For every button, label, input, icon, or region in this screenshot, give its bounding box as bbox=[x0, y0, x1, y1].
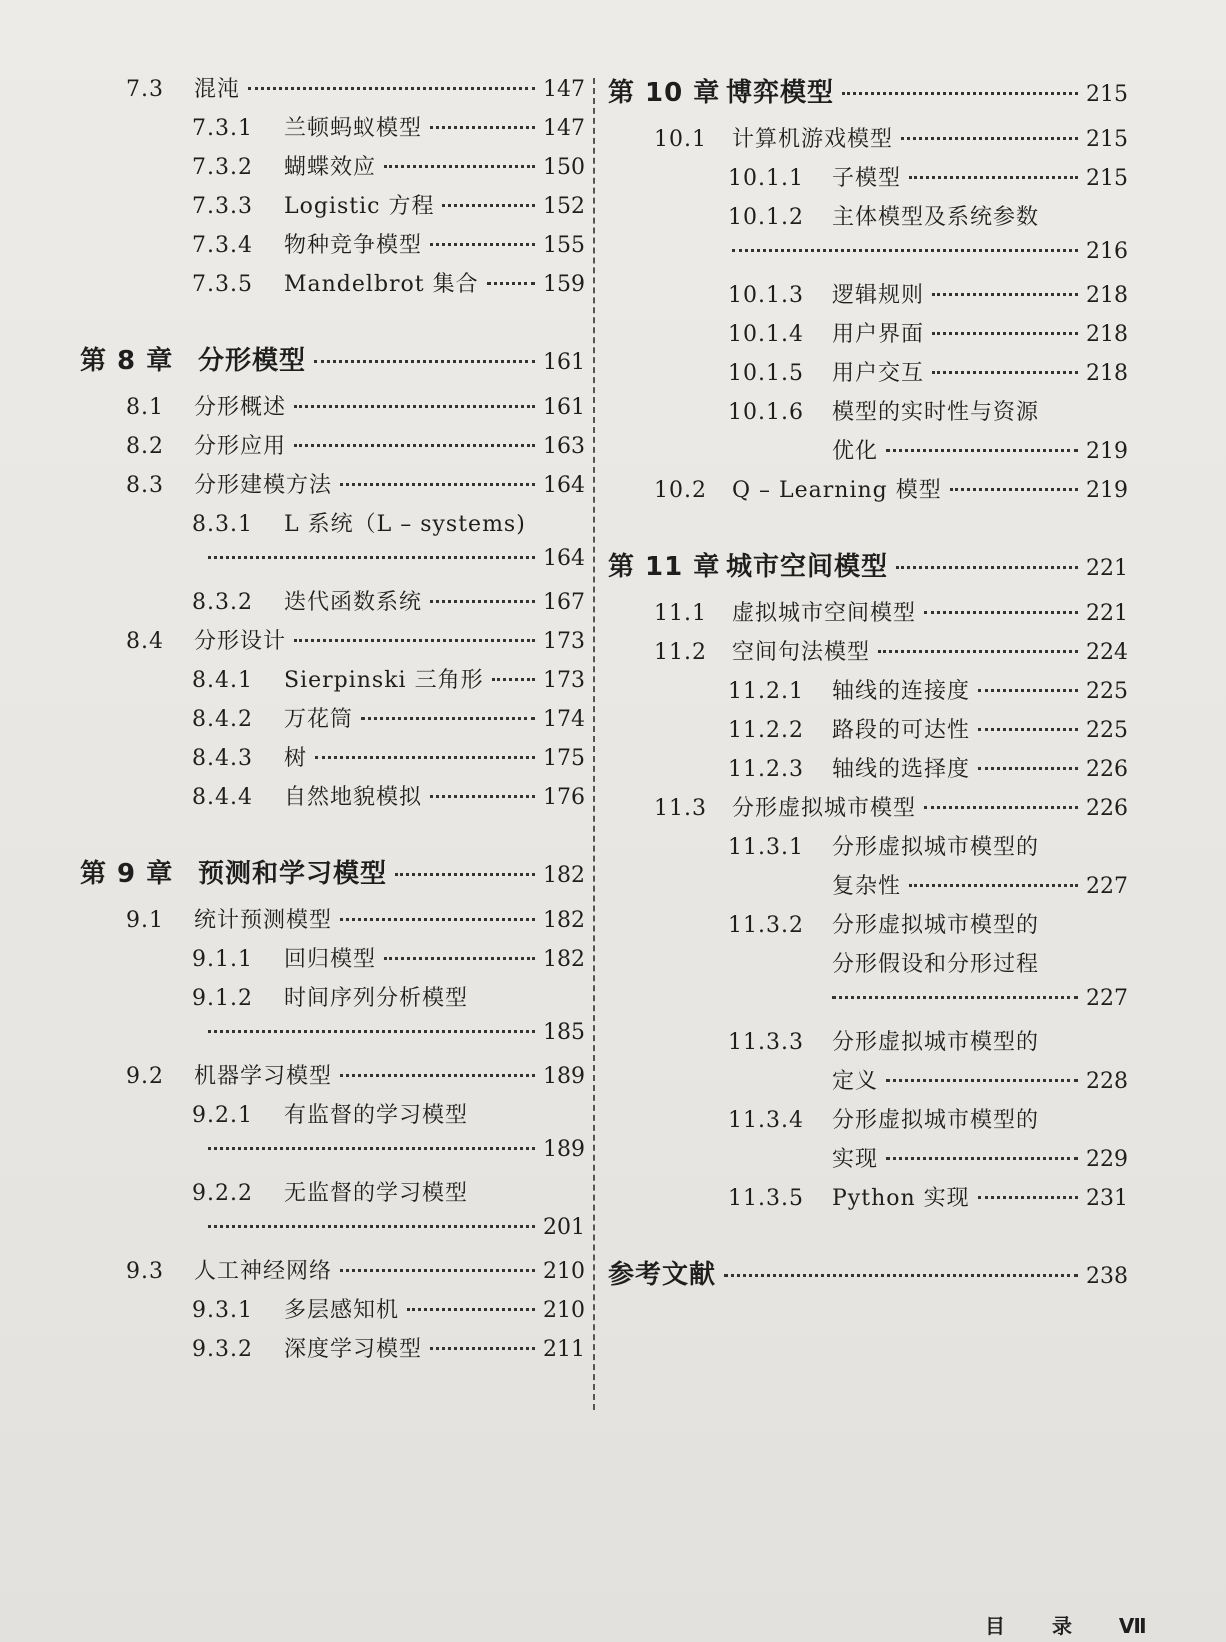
toc-page-number: 226 bbox=[1086, 757, 1128, 782]
toc-entry-row bbox=[608, 200, 1128, 239]
toc-entry-title: 时间序列分析模型 bbox=[284, 986, 469, 1011]
toc-page-number: 218 bbox=[1086, 322, 1128, 347]
toc-entry-number: 8.2 bbox=[126, 434, 164, 459]
dot-leader bbox=[924, 806, 1078, 809]
toc-entry-row bbox=[608, 1064, 1128, 1103]
toc-entry-number: 10.1.1 bbox=[728, 166, 804, 191]
toc-spacer bbox=[80, 819, 585, 853]
toc-entry-number: 7.3.5 bbox=[192, 272, 253, 297]
dot-leader bbox=[294, 639, 535, 642]
toc-entry-title: 分形假设和分形过程 bbox=[832, 952, 1040, 977]
toc-page-number: 155 bbox=[543, 233, 585, 258]
toc-entry-title: 子模型 bbox=[832, 166, 902, 191]
toc-entry-title: 物种竞争模型 bbox=[284, 233, 423, 258]
dot-leader bbox=[430, 243, 535, 246]
toc-page-number: 221 bbox=[1086, 601, 1128, 626]
toc-page-number: 229 bbox=[1086, 1147, 1128, 1172]
dot-leader bbox=[886, 1157, 1078, 1160]
toc-entry-row bbox=[608, 395, 1128, 434]
toc-page-number: 218 bbox=[1086, 283, 1128, 308]
toc-page-number: 147 bbox=[543, 77, 585, 102]
toc-page-number: 216 bbox=[1086, 239, 1128, 264]
toc-entry-number: 7.3.3 bbox=[192, 194, 253, 219]
toc-page-number: 147 bbox=[543, 116, 585, 141]
toc-page-number: 221 bbox=[1086, 556, 1128, 581]
toc-page-number: 226 bbox=[1086, 796, 1128, 821]
toc-page-number: 227 bbox=[1086, 874, 1128, 899]
toc-entry-number: 第 10 章 bbox=[608, 78, 721, 108]
toc-page-number: 163 bbox=[543, 434, 585, 459]
toc-entry-title: Logistic 方程 bbox=[284, 194, 435, 219]
dot-leader bbox=[340, 1074, 535, 1077]
toc-entry-row bbox=[80, 1098, 585, 1137]
toc-entry-title: 预测和学习模型 bbox=[198, 859, 388, 889]
toc-entry-title: 树 bbox=[284, 746, 308, 771]
dot-leader bbox=[248, 87, 535, 90]
toc-page-number: 225 bbox=[1086, 718, 1128, 743]
toc-entry-row bbox=[80, 624, 585, 663]
dot-leader bbox=[442, 204, 535, 207]
dot-leader bbox=[407, 1308, 535, 1311]
toc-entry-number: 9.1.1 bbox=[192, 947, 253, 972]
toc-page-number: 182 bbox=[543, 863, 585, 888]
toc-chapter-row bbox=[80, 340, 585, 390]
toc-chapter-row bbox=[608, 546, 1128, 596]
toc-entry-row bbox=[608, 317, 1128, 356]
toc-page-number: 150 bbox=[543, 155, 585, 180]
toc-entry-row bbox=[80, 1059, 585, 1098]
toc-entry-number: 9.1 bbox=[126, 908, 164, 933]
toc-page-number: 182 bbox=[543, 947, 585, 972]
toc-page-number: 215 bbox=[1086, 127, 1128, 152]
toc-entry-row bbox=[80, 546, 585, 585]
dot-leader bbox=[430, 795, 535, 798]
toc-entry-title: 空间句法模型 bbox=[732, 640, 871, 665]
toc-entry-row bbox=[608, 1181, 1128, 1220]
toc-entry-title: 逻辑规则 bbox=[832, 283, 925, 308]
toc-entry-number: 11.2.1 bbox=[728, 679, 804, 704]
toc-entry-title: 分形建模方法 bbox=[194, 473, 333, 498]
toc-entry-row bbox=[80, 981, 585, 1020]
dot-leader bbox=[430, 600, 535, 603]
dot-leader bbox=[932, 332, 1078, 335]
toc-entry-number: 第 11 章 bbox=[608, 552, 721, 582]
toc-entry-row bbox=[80, 267, 585, 306]
toc-entry-title: 深度学习模型 bbox=[284, 1337, 423, 1362]
toc-entry-title: 复杂性 bbox=[832, 874, 902, 899]
toc-entry-number: 第 9 章 bbox=[80, 859, 174, 889]
toc-entry-title: 定义 bbox=[832, 1069, 879, 1094]
toc-entry-number: 11.3.5 bbox=[728, 1186, 804, 1211]
toc-entry-row bbox=[80, 942, 585, 981]
dot-leader bbox=[208, 1030, 535, 1033]
toc-entry-title: 主体模型及系统参数 bbox=[832, 205, 1040, 230]
toc-entry-title: 用户界面 bbox=[832, 322, 925, 347]
dot-leader bbox=[978, 689, 1078, 692]
toc-entry-row bbox=[80, 780, 585, 819]
toc-entry-title: 轴线的连接度 bbox=[832, 679, 971, 704]
toc-entry-title: 分形虚拟城市模型 bbox=[732, 796, 917, 821]
dot-leader bbox=[294, 405, 535, 408]
toc-page-number: 161 bbox=[543, 395, 585, 420]
toc-page-number: 185 bbox=[543, 1020, 585, 1045]
toc-page-number: 175 bbox=[543, 746, 585, 771]
toc-entry-title: 分形虚拟城市模型的 bbox=[832, 835, 1040, 860]
toc-page-number: 211 bbox=[543, 1337, 585, 1362]
toc-entry-number: 11.3 bbox=[654, 796, 707, 821]
toc-entry-number: 11.3.1 bbox=[728, 835, 804, 860]
toc-entry-title: 统计预测模型 bbox=[194, 908, 333, 933]
toc-entry-number: 10.1.6 bbox=[728, 400, 804, 425]
dot-leader bbox=[314, 360, 535, 363]
toc-entry-title: 分形设计 bbox=[194, 629, 287, 654]
toc-entry-row bbox=[608, 1025, 1128, 1064]
toc-entry-title: 用户交互 bbox=[832, 361, 925, 386]
toc-entry-title: 优化 bbox=[832, 439, 879, 464]
dot-leader bbox=[315, 756, 535, 759]
toc-entry-title: Mandelbrot 集合 bbox=[284, 272, 479, 297]
toc-entry-row bbox=[80, 903, 585, 942]
toc-page-number: 201 bbox=[543, 1215, 585, 1240]
toc-entry-number: 8.3 bbox=[126, 473, 164, 498]
toc-entry-title: Python 实现 bbox=[832, 1186, 970, 1211]
dot-leader bbox=[978, 728, 1078, 731]
dot-leader bbox=[384, 165, 535, 168]
toc-spacer bbox=[608, 512, 1128, 546]
dot-leader bbox=[384, 957, 535, 960]
dot-leader bbox=[896, 566, 1078, 569]
toc-entry-title: 参考文献 bbox=[608, 1260, 717, 1290]
toc-entry-title: 分形虚拟城市模型的 bbox=[832, 1108, 1040, 1133]
toc-spacer bbox=[608, 1220, 1128, 1254]
toc-entry-title: L 系统（L – systems) bbox=[284, 512, 526, 537]
toc-entry-row bbox=[608, 278, 1128, 317]
toc-entry-row bbox=[80, 150, 585, 189]
toc-page-number: 210 bbox=[543, 1298, 585, 1323]
toc-entry-row bbox=[608, 1142, 1128, 1181]
dot-leader bbox=[924, 611, 1078, 614]
toc-entry-number: 9.3.2 bbox=[192, 1337, 253, 1362]
toc-entry-number: 11.2.2 bbox=[728, 718, 804, 743]
toc-entry-number: 7.3.1 bbox=[192, 116, 253, 141]
toc-page-number: 215 bbox=[1086, 82, 1128, 107]
toc-page-number: 152 bbox=[543, 194, 585, 219]
toc-entry-row bbox=[80, 1215, 585, 1254]
toc-entry-title: 城市空间模型 bbox=[726, 552, 889, 582]
toc-entry-row bbox=[608, 356, 1128, 395]
toc-page-number: 189 bbox=[543, 1064, 585, 1089]
toc-chapter-row bbox=[608, 72, 1128, 122]
toc-page-number: 164 bbox=[543, 546, 585, 571]
dot-leader bbox=[909, 884, 1078, 887]
toc-entry-number: 11.3.3 bbox=[728, 1030, 804, 1055]
toc-entry-row bbox=[80, 702, 585, 741]
dot-leader bbox=[492, 678, 535, 681]
toc-entry-title: 蝴蝶效应 bbox=[284, 155, 377, 180]
toc-entry-row bbox=[608, 1103, 1128, 1142]
toc-entry-row bbox=[608, 122, 1128, 161]
toc-page-number: 159 bbox=[543, 272, 585, 297]
toc-entry-title: 计算机游戏模型 bbox=[732, 127, 894, 152]
toc-entry-row bbox=[80, 1137, 585, 1176]
toc-entry-title: 人工神经网络 bbox=[194, 1259, 333, 1284]
toc-entry-number: 8.4 bbox=[126, 629, 164, 654]
toc-left-column bbox=[80, 72, 585, 1371]
toc-entry-title: Sierpinski 三角形 bbox=[284, 668, 484, 693]
toc-entry-row bbox=[608, 674, 1128, 713]
dot-leader bbox=[878, 650, 1078, 653]
toc-entry-number: 8.3.1 bbox=[192, 512, 253, 537]
toc-entry-number: 11.1 bbox=[654, 601, 707, 626]
toc-entry-number: 10.2 bbox=[654, 478, 707, 503]
toc-entry-title: 模型的实时性与资源 bbox=[832, 400, 1040, 425]
toc-entry-number: 10.1.5 bbox=[728, 361, 804, 386]
toc-entry-number: 9.3.1 bbox=[192, 1298, 253, 1323]
toc-entry-row bbox=[80, 390, 585, 429]
toc-entry-number: 11.2.3 bbox=[728, 757, 804, 782]
toc-entry-number: 9.2.2 bbox=[192, 1181, 253, 1206]
dot-leader bbox=[886, 449, 1078, 452]
toc-entry-row bbox=[80, 741, 585, 780]
toc-entry-title: 分形模型 bbox=[198, 346, 307, 376]
toc-entry-number: 8.3.2 bbox=[192, 590, 253, 615]
toc-entry-row bbox=[80, 468, 585, 507]
toc-entry-title: 迭代函数系统 bbox=[284, 590, 423, 615]
toc-page-number: 224 bbox=[1086, 640, 1128, 665]
dot-leader bbox=[932, 371, 1078, 374]
toc-entry-title: 混沌 bbox=[194, 77, 241, 102]
toc-page-number: 231 bbox=[1086, 1186, 1128, 1211]
toc-entry-title: 多层感知机 bbox=[284, 1298, 400, 1323]
dot-leader bbox=[395, 873, 535, 876]
toc-entry-title: 有监督的学习模型 bbox=[284, 1103, 469, 1128]
toc-entry-row bbox=[80, 1020, 585, 1059]
toc-entry-number: 7.3 bbox=[126, 77, 164, 102]
dot-leader bbox=[430, 126, 535, 129]
toc-entry-title: 分形虚拟城市模型的 bbox=[832, 913, 1040, 938]
toc-entry-title: 路段的可达性 bbox=[832, 718, 971, 743]
toc-entry-title: 万花筒 bbox=[284, 707, 354, 732]
toc-entry-number: 8.1 bbox=[126, 395, 164, 420]
dot-leader bbox=[842, 92, 1078, 95]
toc-entry-row bbox=[80, 507, 585, 546]
toc-entry-title: 博弈模型 bbox=[726, 78, 835, 108]
dot-leader bbox=[340, 918, 535, 921]
toc-page-number: 215 bbox=[1086, 166, 1128, 191]
toc-entry-title: 回归模型 bbox=[284, 947, 377, 972]
toc-entry-row bbox=[80, 111, 585, 150]
toc-entry-title: 自然地貌模拟 bbox=[284, 785, 423, 810]
toc-entry-row bbox=[608, 830, 1128, 869]
toc-entry-title: 轴线的选择度 bbox=[832, 757, 971, 782]
dot-leader bbox=[430, 1347, 535, 1350]
dot-leader bbox=[978, 767, 1078, 770]
toc-entry-number: 10.1.2 bbox=[728, 205, 804, 230]
toc-entry-row bbox=[80, 663, 585, 702]
toc-entry-title: 兰顿蚂蚁模型 bbox=[284, 116, 423, 141]
toc-entry-row bbox=[608, 791, 1128, 830]
toc-page-number: 189 bbox=[543, 1137, 585, 1162]
toc-entry-number: 10.1 bbox=[654, 127, 707, 152]
dot-leader bbox=[340, 483, 535, 486]
toc-entry-row bbox=[80, 228, 585, 267]
toc-entry-row bbox=[608, 473, 1128, 512]
column-divider bbox=[593, 78, 595, 1410]
toc-entry-title: 机器学习模型 bbox=[194, 1064, 333, 1089]
toc-right-column bbox=[608, 72, 1128, 1304]
toc-chapter-row bbox=[80, 853, 585, 903]
toc-entry-row bbox=[80, 1293, 585, 1332]
dot-leader bbox=[932, 293, 1078, 296]
toc-entry-row bbox=[608, 239, 1128, 278]
toc-page-number: 227 bbox=[1086, 986, 1128, 1011]
dot-leader bbox=[909, 176, 1078, 179]
toc-entry-title: Q – Learning 模型 bbox=[732, 478, 942, 503]
toc-entry-row bbox=[80, 72, 585, 111]
toc-entry-row bbox=[80, 585, 585, 624]
toc-page-number: 174 bbox=[543, 707, 585, 732]
toc-page-number: 164 bbox=[543, 473, 585, 498]
toc-entry-number: 9.2 bbox=[126, 1064, 164, 1089]
dot-leader bbox=[361, 717, 535, 720]
toc-page-number: 167 bbox=[543, 590, 585, 615]
toc-entry-number: 8.4.3 bbox=[192, 746, 253, 771]
toc-page-number: 228 bbox=[1086, 1069, 1128, 1094]
toc-entry-title: 无监督的学习模型 bbox=[284, 1181, 469, 1206]
toc-entry-number: 9.3 bbox=[126, 1259, 164, 1284]
toc-page-number: 173 bbox=[543, 629, 585, 654]
toc-entry-title: 分形概述 bbox=[194, 395, 287, 420]
toc-page-number: 161 bbox=[543, 350, 585, 375]
toc-entry-number: 7.3.4 bbox=[192, 233, 253, 258]
toc-page-number: 219 bbox=[1086, 478, 1128, 503]
toc-entry-row bbox=[608, 161, 1128, 200]
dot-leader bbox=[732, 249, 1078, 252]
toc-page-number: 176 bbox=[543, 785, 585, 810]
toc-page-number: 182 bbox=[543, 908, 585, 933]
toc-entry-row bbox=[608, 947, 1128, 986]
dot-leader bbox=[901, 137, 1078, 140]
toc-entry-number: 9.2.1 bbox=[192, 1103, 253, 1128]
toc-entry-row bbox=[608, 713, 1128, 752]
dot-leader bbox=[208, 556, 535, 559]
dot-leader bbox=[950, 488, 1078, 491]
toc-entry-row bbox=[608, 434, 1128, 473]
toc-page-number: 218 bbox=[1086, 361, 1128, 386]
dot-leader bbox=[208, 1225, 535, 1228]
toc-entry-row bbox=[608, 869, 1128, 908]
toc-entry-number: 8.4.2 bbox=[192, 707, 253, 732]
toc-entry-row bbox=[608, 986, 1128, 1025]
toc-entry-number: 11.2 bbox=[654, 640, 707, 665]
toc-entry-number: 7.3.2 bbox=[192, 155, 253, 180]
toc-entry-row bbox=[608, 596, 1128, 635]
toc-entry-title: 实现 bbox=[832, 1147, 879, 1172]
toc-entry-number: 11.3.2 bbox=[728, 913, 804, 938]
toc-entry-row bbox=[80, 1332, 585, 1371]
toc-entry-number: 8.4.4 bbox=[192, 785, 253, 810]
toc-entry-row bbox=[608, 908, 1128, 947]
toc-entry-row bbox=[80, 1176, 585, 1215]
toc-page-number: 219 bbox=[1086, 439, 1128, 464]
toc-entry-number: 8.4.1 bbox=[192, 668, 253, 693]
toc-entry-row bbox=[608, 635, 1128, 674]
toc-entry-number: 11.3.4 bbox=[728, 1108, 804, 1133]
toc-entry-row bbox=[80, 189, 585, 228]
toc-page-number: 173 bbox=[543, 668, 585, 693]
toc-entry-row bbox=[608, 752, 1128, 791]
toc-entry-number: 10.1.3 bbox=[728, 283, 804, 308]
toc-chapter-row bbox=[608, 1254, 1128, 1304]
toc-entry-number: 10.1.4 bbox=[728, 322, 804, 347]
toc-page-number: 210 bbox=[543, 1259, 585, 1284]
dot-leader bbox=[724, 1274, 1078, 1277]
toc-entry-title: 分形应用 bbox=[194, 434, 287, 459]
dot-leader bbox=[208, 1147, 535, 1150]
toc-entry-row bbox=[80, 429, 585, 468]
dot-leader bbox=[487, 282, 535, 285]
dot-leader bbox=[886, 1079, 1078, 1082]
toc-page-number: 238 bbox=[1086, 1264, 1128, 1289]
toc-page-number: 225 bbox=[1086, 679, 1128, 704]
dot-leader bbox=[294, 444, 535, 447]
toc-entry-title: 分形虚拟城市模型的 bbox=[832, 1030, 1040, 1055]
dot-leader bbox=[978, 1196, 1078, 1199]
toc-entry-row bbox=[80, 1254, 585, 1293]
dot-leader bbox=[832, 996, 1078, 999]
toc-spacer bbox=[80, 306, 585, 340]
dot-leader bbox=[340, 1269, 535, 1272]
toc-entry-number: 第 8 章 bbox=[80, 346, 174, 376]
toc-entry-title: 虚拟城市空间模型 bbox=[732, 601, 917, 626]
toc-entry-number: 9.1.2 bbox=[192, 986, 253, 1011]
page-footer: 目 录 Ⅶ bbox=[985, 1614, 1167, 1638]
